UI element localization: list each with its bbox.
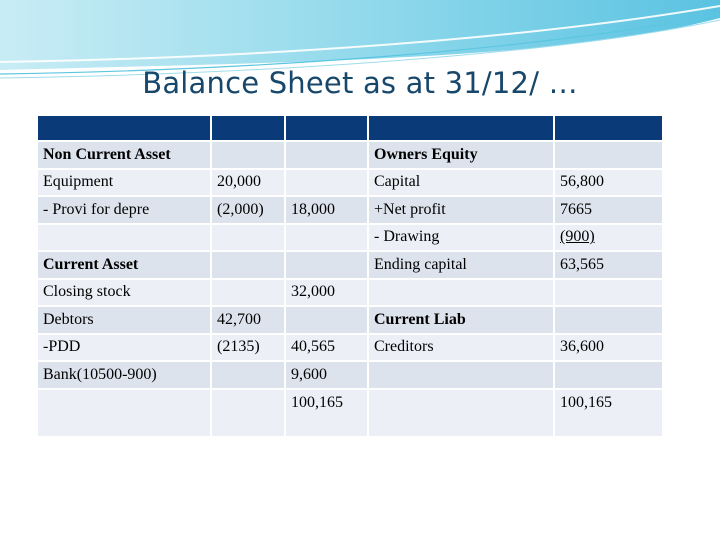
table-cell: +Net profit — [369, 197, 553, 223]
table-cell — [286, 307, 367, 333]
section-label: Non Current Asset — [38, 142, 210, 168]
header-cell — [212, 116, 284, 140]
section-label: Current Liab — [369, 307, 553, 333]
table-row-total — [38, 390, 662, 436]
table-cell — [555, 362, 662, 388]
table-cell — [555, 142, 662, 168]
table-cell: Bank(10500-900) — [38, 362, 210, 388]
header-cell — [286, 116, 367, 140]
table-cell: Creditors — [369, 335, 553, 361]
table-cell — [369, 362, 553, 388]
balance-sheet-table — [36, 114, 664, 438]
table-row — [38, 307, 662, 333]
table-cell: 32,000 — [286, 280, 367, 306]
table-cell — [212, 225, 284, 251]
table-cell — [369, 390, 553, 436]
table-cell: (2135) — [212, 335, 284, 361]
table-cell — [286, 252, 367, 278]
table-cell: 42,700 — [212, 307, 284, 333]
total-liabilities-equity: 100,165 — [555, 390, 662, 436]
table-cell — [555, 307, 662, 333]
table-cell: 63,565 — [555, 252, 662, 278]
total-assets: 100,165 — [286, 390, 367, 436]
table-cell: 9,600 — [286, 362, 367, 388]
table-cell — [369, 280, 553, 306]
table-cell: Equipment — [38, 170, 210, 196]
table-row — [38, 362, 662, 388]
table-cell — [212, 390, 284, 436]
table-cell: (900) — [555, 225, 662, 251]
table-row — [38, 142, 662, 168]
table-cell: 20,000 — [212, 170, 284, 196]
table-cell: Ending capital — [369, 252, 553, 278]
table-cell: 40,565 — [286, 335, 367, 361]
table-cell: - Drawing — [369, 225, 553, 251]
table-header-row — [38, 116, 662, 140]
table-cell — [212, 252, 284, 278]
page-title: Balance Sheet as at 31/12/ … — [142, 66, 578, 100]
table-row — [38, 252, 662, 278]
header-cell — [369, 116, 553, 140]
table-cell: 18,000 — [286, 197, 367, 223]
table-row — [38, 280, 662, 306]
table-cell — [286, 170, 367, 196]
table-row — [38, 197, 662, 223]
table-cell — [555, 280, 662, 306]
table-cell: 7665 — [555, 197, 662, 223]
table-cell — [38, 390, 210, 436]
table-cell — [212, 362, 284, 388]
table-cell: Closing stock — [38, 280, 210, 306]
table-cell: Capital — [369, 170, 553, 196]
table-cell: - Provi for depre — [38, 197, 210, 223]
table-row — [38, 225, 662, 251]
table-cell: -PDD — [38, 335, 210, 361]
table-cell — [286, 142, 367, 168]
table-row — [38, 170, 662, 196]
header-cell — [555, 116, 662, 140]
table-cell: (2,000) — [212, 197, 284, 223]
section-label: Current Asset — [38, 252, 210, 278]
table-row — [38, 335, 662, 361]
section-label: Owners Equity — [369, 142, 553, 168]
table-cell — [38, 225, 210, 251]
table-cell — [212, 280, 284, 306]
table-cell: 56,800 — [555, 170, 662, 196]
table-cell — [212, 142, 284, 168]
header-cell — [38, 116, 210, 140]
table-cell — [286, 225, 367, 251]
table-cell: 36,600 — [555, 335, 662, 361]
table-cell: Debtors — [38, 307, 210, 333]
